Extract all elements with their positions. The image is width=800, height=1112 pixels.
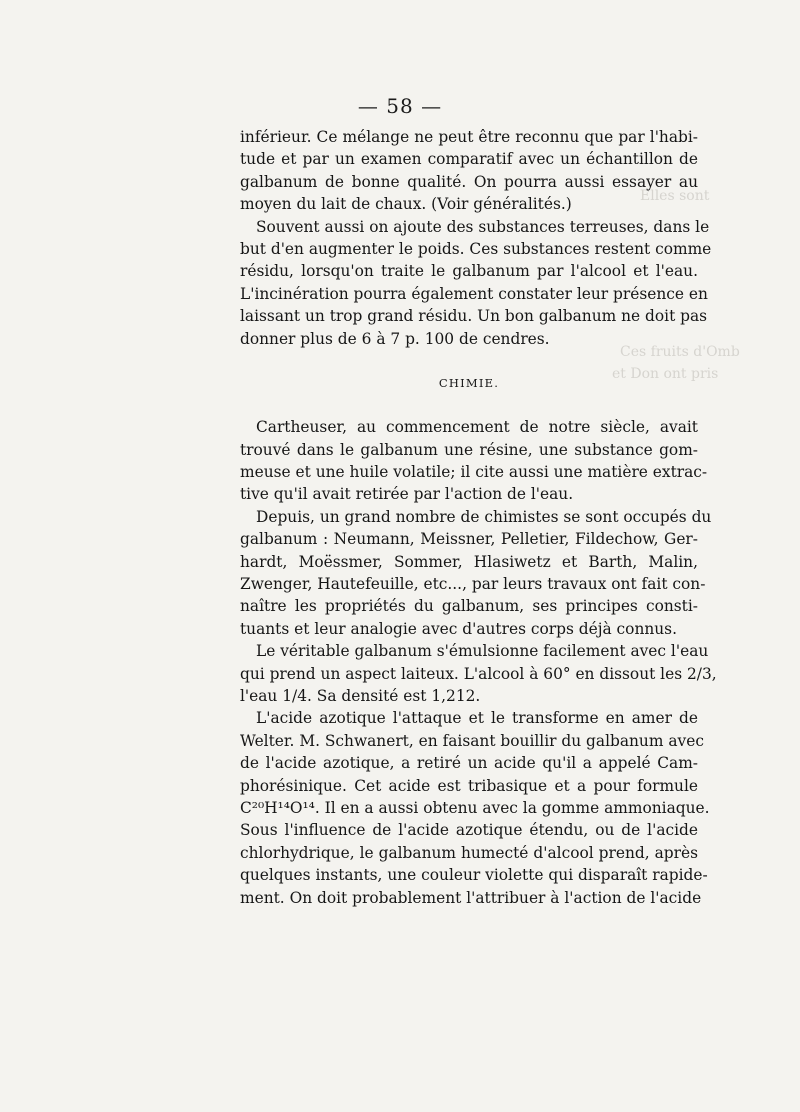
text-line: Welter. M. Schwanert, en faisant bouillir du galbanum avec: [240, 731, 704, 750]
text-line: meuse et une huile volatile; il cite aussi une matière extrac-: [240, 463, 708, 482]
text-line: laissant un trop grand résidu. Un bon galbanum ne doit pas: [240, 307, 708, 326]
body-text: [240, 126, 717, 909]
text-line: trouvé dans le galbanum une résine, une substance gom-: [240, 440, 698, 459]
text-line: qui prend un aspect laiteux. L'alcool à 60° en dissout les 2/3,: [240, 664, 717, 683]
text-line: l'eau 1/4. Sa densité est 1,212.: [240, 686, 481, 705]
text-line: L'incinération pourra également constater leur présence en: [240, 284, 708, 303]
text-line: Zwenger, Hautefeuille, etc..., par leurs travaux ont fait con-: [240, 575, 706, 594]
bleed-through-text: et Don ont pris: [612, 366, 719, 382]
text-line: tive qu'il avait retirée par l'action de l'eau.: [240, 485, 574, 504]
text-line: C²⁰H¹⁴O¹⁴. Il en a aussi obtenu avec la gomme ammoniaque.: [240, 798, 710, 817]
page-number: — 58 —: [357, 94, 443, 118]
text-line: Sous l'influence de l'acide azotique étendu, ou de l'acide: [240, 821, 698, 840]
text-line: de l'acide azotique, a retiré un acide qu'il a appelé Cam-: [240, 754, 698, 773]
bleed-through-text: Elles sont: [640, 188, 710, 204]
text-line: hardt, Moëssmer, Sommer, Hlasiwetz et Barth, Malin,: [240, 552, 698, 571]
text-line: quelques instants, une couleur violette qui disparaît rapide-: [240, 866, 708, 885]
text-line: phorésinique. Cet acide est tribasique et a pour formule: [240, 776, 698, 795]
text-line: inférieur. Ce mélange ne peut être reconnu que par l'habi-: [240, 128, 698, 146]
text-line: Cartheuser, au commencement de notre siècle, avait: [256, 418, 698, 437]
text-line: Depuis, un grand nombre de chimistes se sont occupés du: [256, 507, 712, 526]
text-line: Le véritable galbanum s'émulsionne facilement avec l'eau: [256, 642, 709, 661]
text-line: tuants et leur analogie avec d'autres corps déjà connus.: [240, 619, 677, 638]
text-line: naître les propriétés du galbanum, ses principes consti-: [240, 597, 698, 616]
text-line: chlorhydrique, le galbanum humecté d'alcool prend, après: [240, 843, 698, 862]
text-line: donner plus de 6 à 7 p. 100 de cendres.: [240, 329, 550, 348]
text-line: ment. On doit probablement l'attribuer à l'action de l'acide: [240, 888, 702, 907]
text-line: galbanum : Neumann, Meissner, Pelletier, Fildechow, Ger-: [240, 530, 698, 549]
text-line: Souvent aussi on ajoute des substances terreuses, dans le: [256, 217, 710, 236]
section-heading: CHIMIE.: [438, 375, 500, 390]
text-line: but d'en augmenter le poids. Ces substances restent comme: [240, 239, 712, 258]
text-line: tude et par un examen comparatif avec un échantillon de: [240, 150, 698, 169]
text-line: galbanum de bonne qualité. On pourra aussi essayer au: [240, 172, 698, 191]
bleed-through-text: Ces fruits d'Omb: [620, 344, 740, 360]
text-line: moyen du lait de chaux. (Voir généralités.): [240, 195, 572, 214]
text-line: L'acide azotique l'attaque et le transforme en amer de: [256, 709, 698, 728]
text-line: résidu, lorsqu'on traite le galbanum par l'alcool et l'eau.: [240, 262, 698, 281]
